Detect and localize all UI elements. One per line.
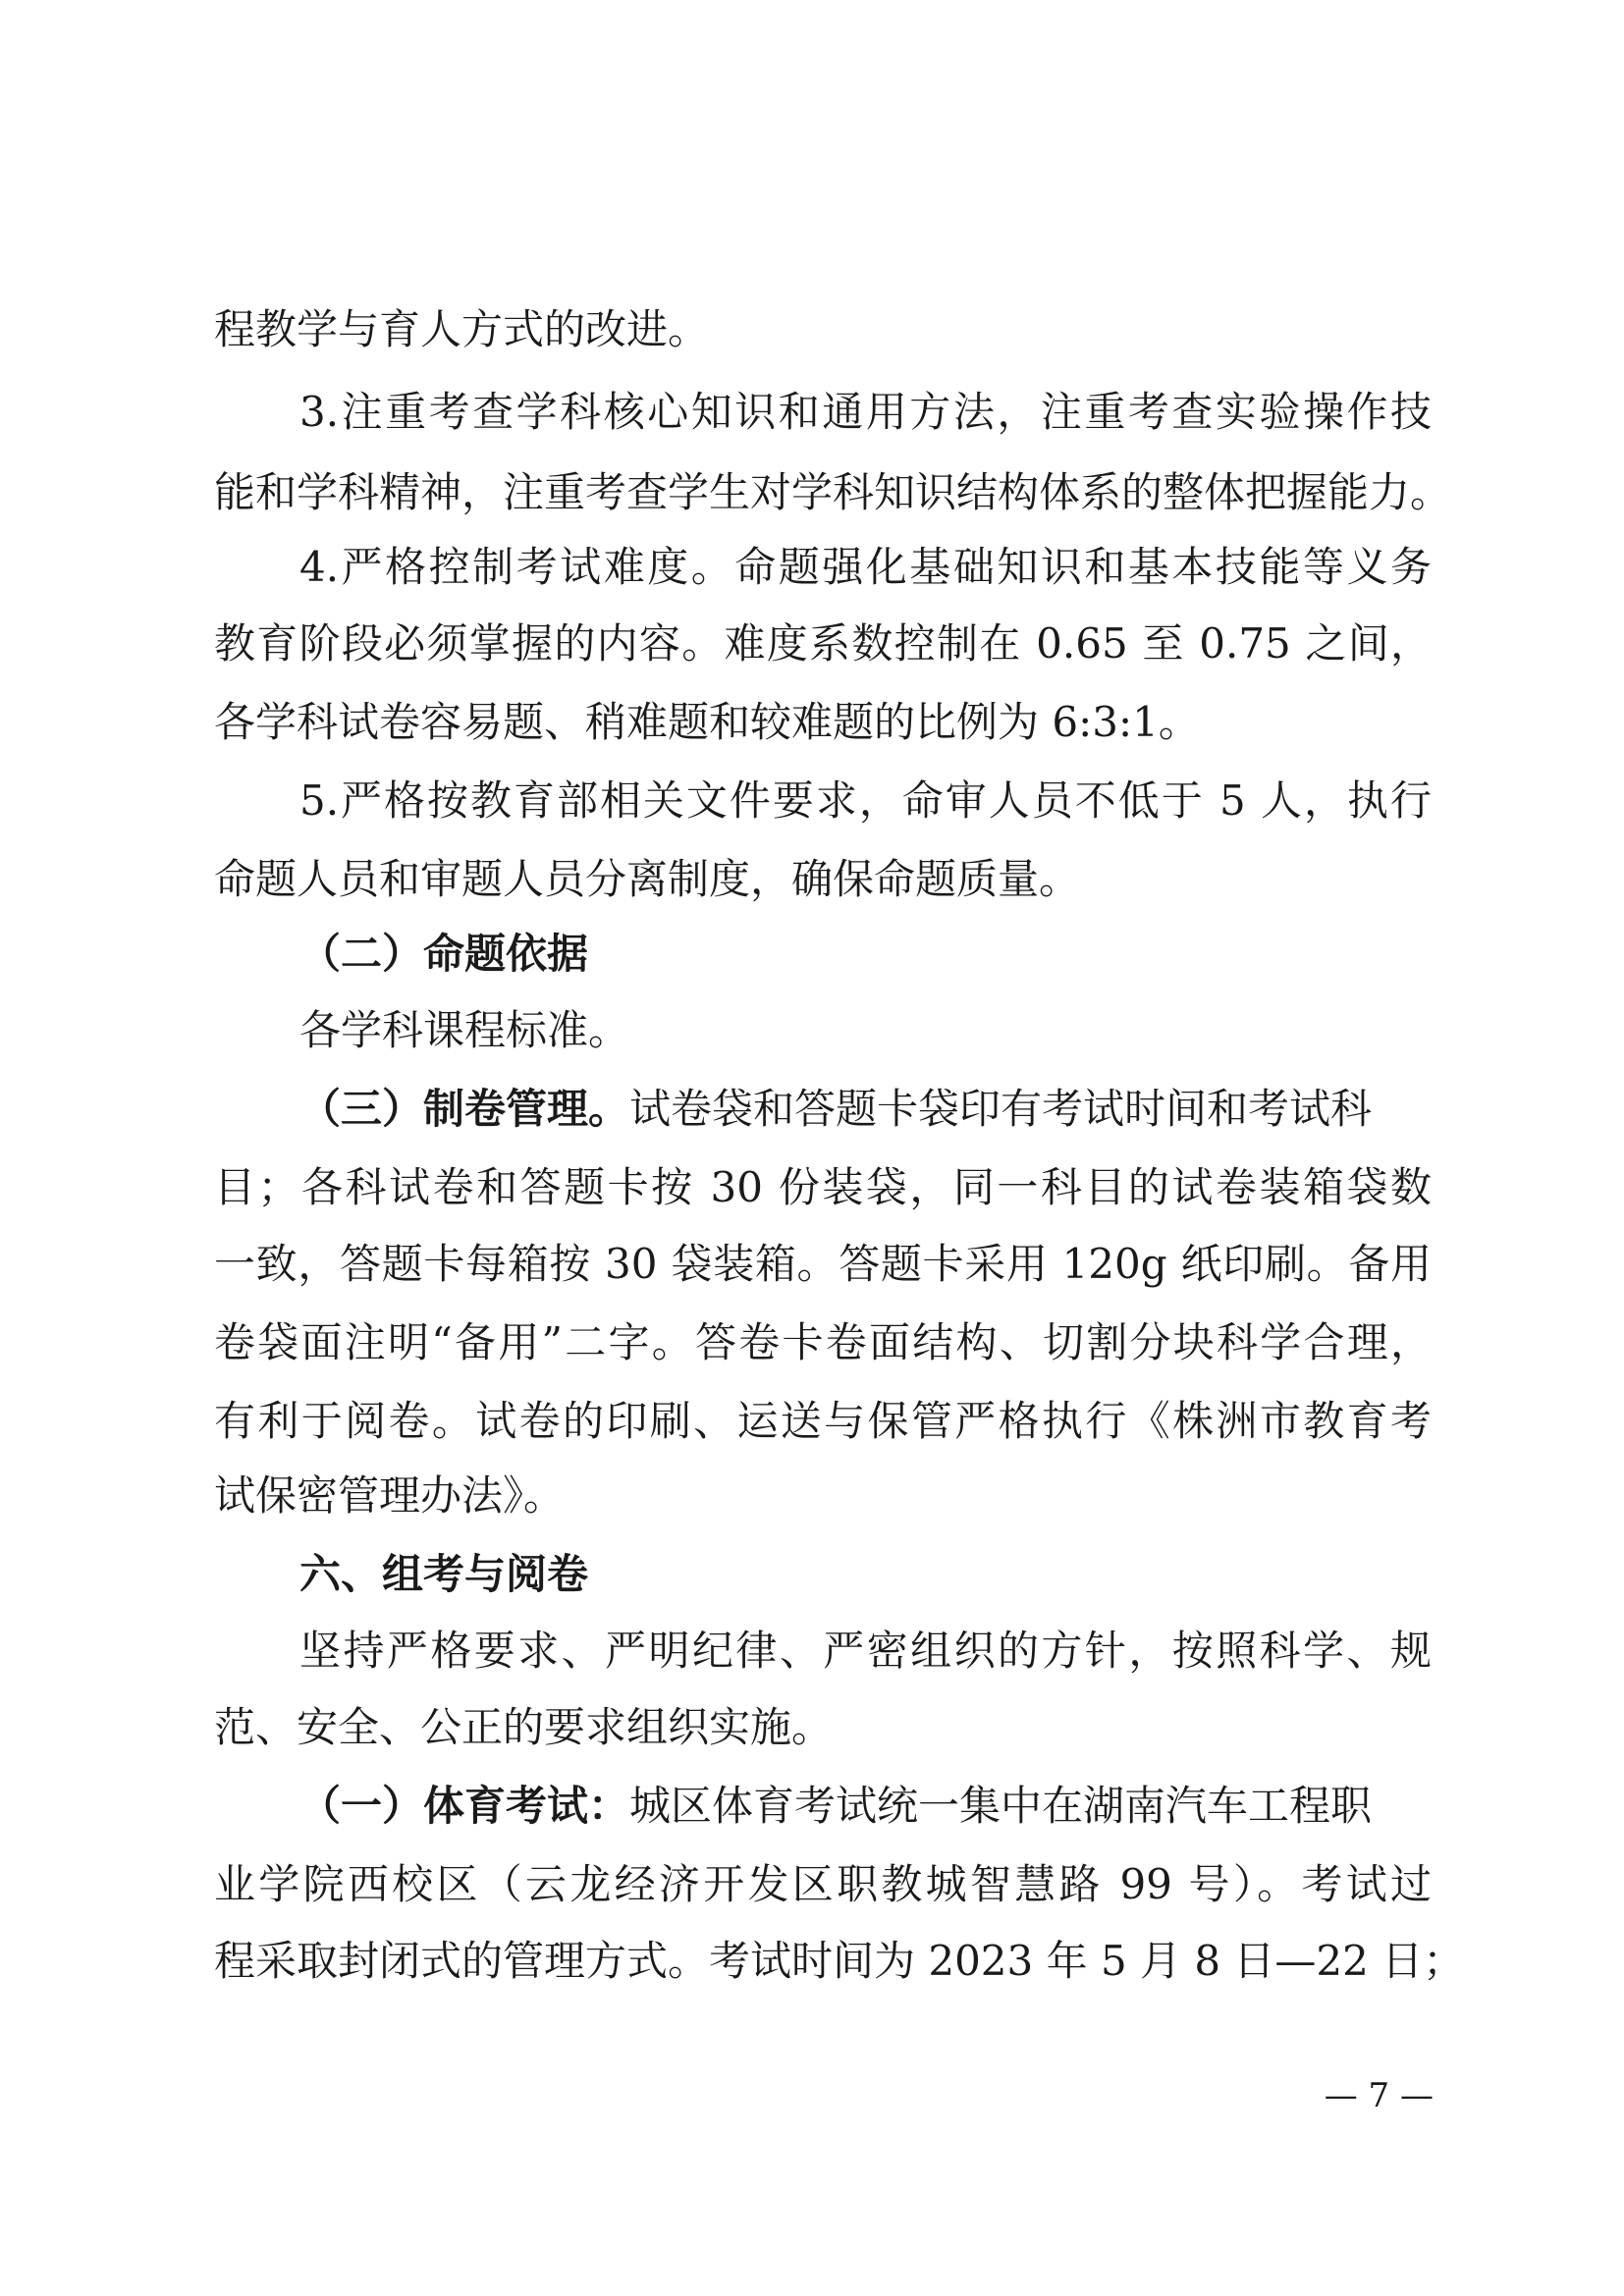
text-line: 业学院西校区（云龙经济开发区职教城智慧路 99 号）。考试过 — [214, 1860, 1432, 1908]
text-line: 程采取封闭式的管理方式。考试时间为 2023 年 5 月 8 日—22 日； — [214, 1937, 1465, 1985]
text-line: 有利于阅卷。试卷的印刷、运送与保管严格执行《株洲市教育考 — [214, 1397, 1432, 1445]
section-heading-inline: （三）制卷管理。 — [299, 1085, 630, 1133]
text-line: 试保密管理办法》。 — [214, 1471, 566, 1520]
section-heading-inline: （一）体育考试： — [299, 1782, 630, 1830]
text-line: 目；各科试卷和答题卡按 30 份装袋，同一科目的试卷装箱袋数 — [214, 1163, 1432, 1211]
text-line: 教育阶段必须掌握的内容。难度系数控制在 0.65 至 0.75 之间， — [214, 619, 1432, 667]
inline-text: 城区体育考试统一集中在湖南汽车工程职 — [629, 1782, 1373, 1830]
text-line: 范、安全、公正的要求组织实施。 — [214, 1703, 834, 1751]
section-heading: （二）命题依据 — [299, 930, 589, 978]
chapter-heading: 六、组考与阅卷 — [299, 1550, 589, 1598]
text-line: 一致，答题卡每箱按 30 袋装箱。答题卡采用 120g 纸印刷。备用 — [214, 1240, 1432, 1288]
text-line: 4.严格控制考试难度。命题强化基础知识和基本技能等义务 — [299, 543, 1432, 591]
text-line: 各学科试卷容易题、稍难题和较难题的比例为 6:3:1。 — [214, 698, 1200, 746]
text-line: 5.严格按教育部相关文件要求，命审人员不低于 5 人，执行 — [299, 776, 1432, 825]
text-line-mixed — [299, 1070, 1432, 1148]
text-line: 3.注重考查学科核心知识和通用方法，注重考查实验操作技 — [299, 388, 1432, 436]
text-line: 各学科课程标准。 — [299, 1006, 630, 1054]
text-line: 程教学与育人方式的改进。 — [214, 305, 710, 353]
page-number: — 7 — — [1324, 2076, 1434, 2115]
text-line-mixed — [299, 1767, 1432, 1845]
text-line: 能和学科精神，注重考查学生对学科知识结构体系的整体把握能力。 — [214, 468, 1452, 516]
inline-text: 试卷袋和答题卡袋印有考试时间和考试科 — [629, 1085, 1373, 1133]
text-line: 命题人员和审题人员分离制度，确保命题质量。 — [214, 855, 1081, 903]
text-line: 坚持严格要求、严明纪律、严密组织的方针，按照科学、规 — [299, 1627, 1432, 1675]
text-line: 卷袋面注明“备用”二字。答卷卡卷面结构、切割分块科学合理， — [214, 1318, 1432, 1366]
